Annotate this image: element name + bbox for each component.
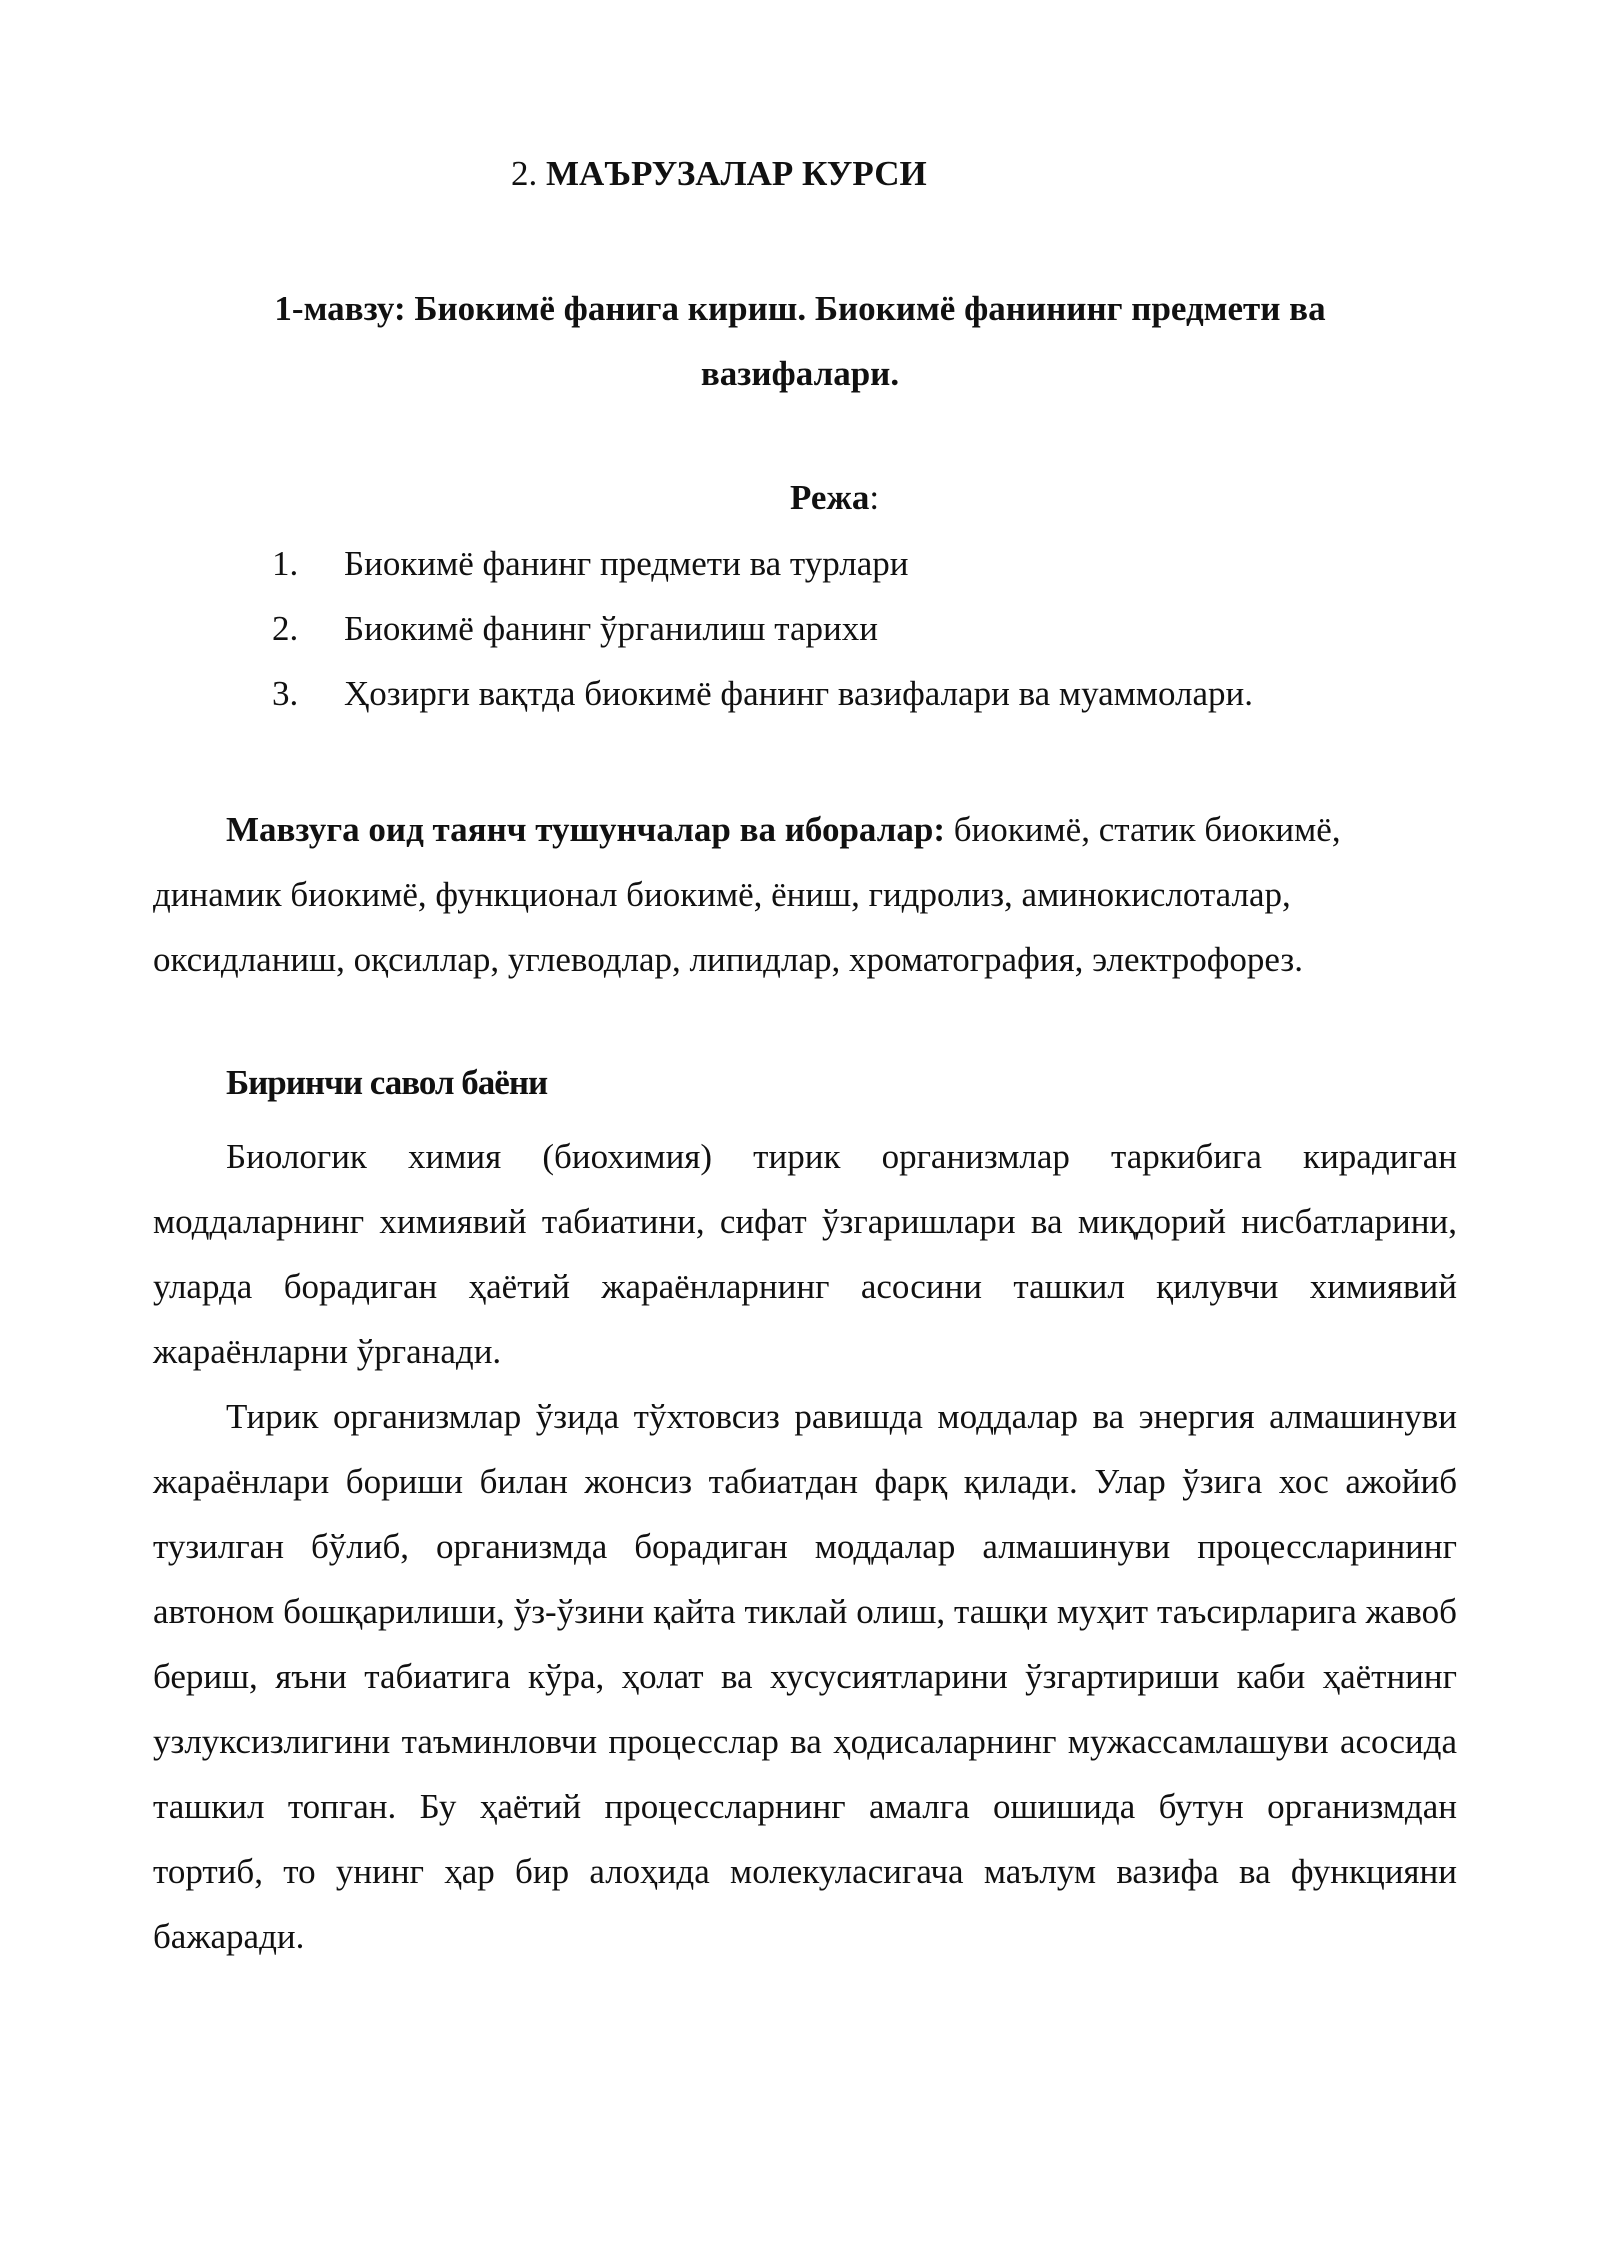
plan-heading (790, 474, 879, 522)
plan-colon: : (869, 478, 880, 517)
topic-heading: 1-мавзу: Биокимё фанига кириш. Биокимё фанининг предмети ва вазифалари. (274, 289, 1326, 393)
plan-list (272, 540, 1253, 735)
main-title-text: МАЪРУЗАЛАР КУРСИ (546, 154, 927, 193)
keywords-paragraph (153, 797, 1457, 992)
plan-label: Режа (790, 478, 870, 517)
section-body (153, 1124, 1457, 1969)
main-title (511, 150, 927, 198)
main-title-number: 2. (511, 154, 538, 193)
plan-item-text: Ҳозирги вақтда биокимё фанинг вазифалари ва муаммолари. (344, 674, 1253, 713)
plan-item-text: Биокимё фанинг ўрганилиш тарихи (344, 609, 878, 648)
plan-item-number: 3. (272, 674, 299, 713)
plan-item-number: 1. (272, 544, 299, 583)
plan-item-number: 2. (272, 609, 299, 648)
keywords-label: Мавзуга оид таянч тушунчалар ва иборалар: (226, 810, 945, 849)
keywords-text: биокимё, статик биокимё, динамик биокимё, функционал биокимё, ёниш, гидролиз, аминокислоталар, оксидланиш, оқсиллар, углеводлар, липидлар, хроматография, электрофорез. (153, 810, 1341, 979)
plan-item (272, 670, 1253, 735)
body-paragraph: Тирик организмлар ўзида тўхтовсиз равишда моддалар ва энергия алмашинуви жараёнлари бориши билан жонсиз табиатдан фарқ қилади. Улар ўзига хос ажойиб тузилган бўлиб, организмда борадиган моддалар алмашинуви процессларининг автоном бошқарилиши, ўз-ўзини қайта тиклай олиш, ташқи муҳит таъсирларига жавоб бериш, яъни табиатига кўра, ҳолат ва хусусиятларини ўзгартириши каби ҳаётнинг узлуксизлигини таъминловчи процесслар ва ҳодисаларнинг мужассамлашуви асосида ташкил топган. Бу ҳаётий процессларнинг амалга ошишида бутун организмдан тортиб, то унинг ҳар бир алоҳида молекуласигача маълум вазифа ва функцияни бажаради. (153, 1397, 1457, 1956)
plan-item-text: Биокимё фанинг предмети ва турлари (344, 544, 909, 583)
plan-item (272, 605, 1253, 670)
section-heading: Биринчи савол баёни (226, 1063, 548, 1102)
plan-item (272, 540, 1253, 605)
body-paragraph: Биологик химия (биохимия) тирик организмлар таркибига кирадиган моддаларнинг химиявий табиатини, сифат ўзгаришлари ва миқдорий нисбатларини, уларда борадиган ҳаётий жараёнларнинг асосини ташкил қилувчи химиявий жараёнларни ўрганади. (153, 1137, 1457, 1371)
